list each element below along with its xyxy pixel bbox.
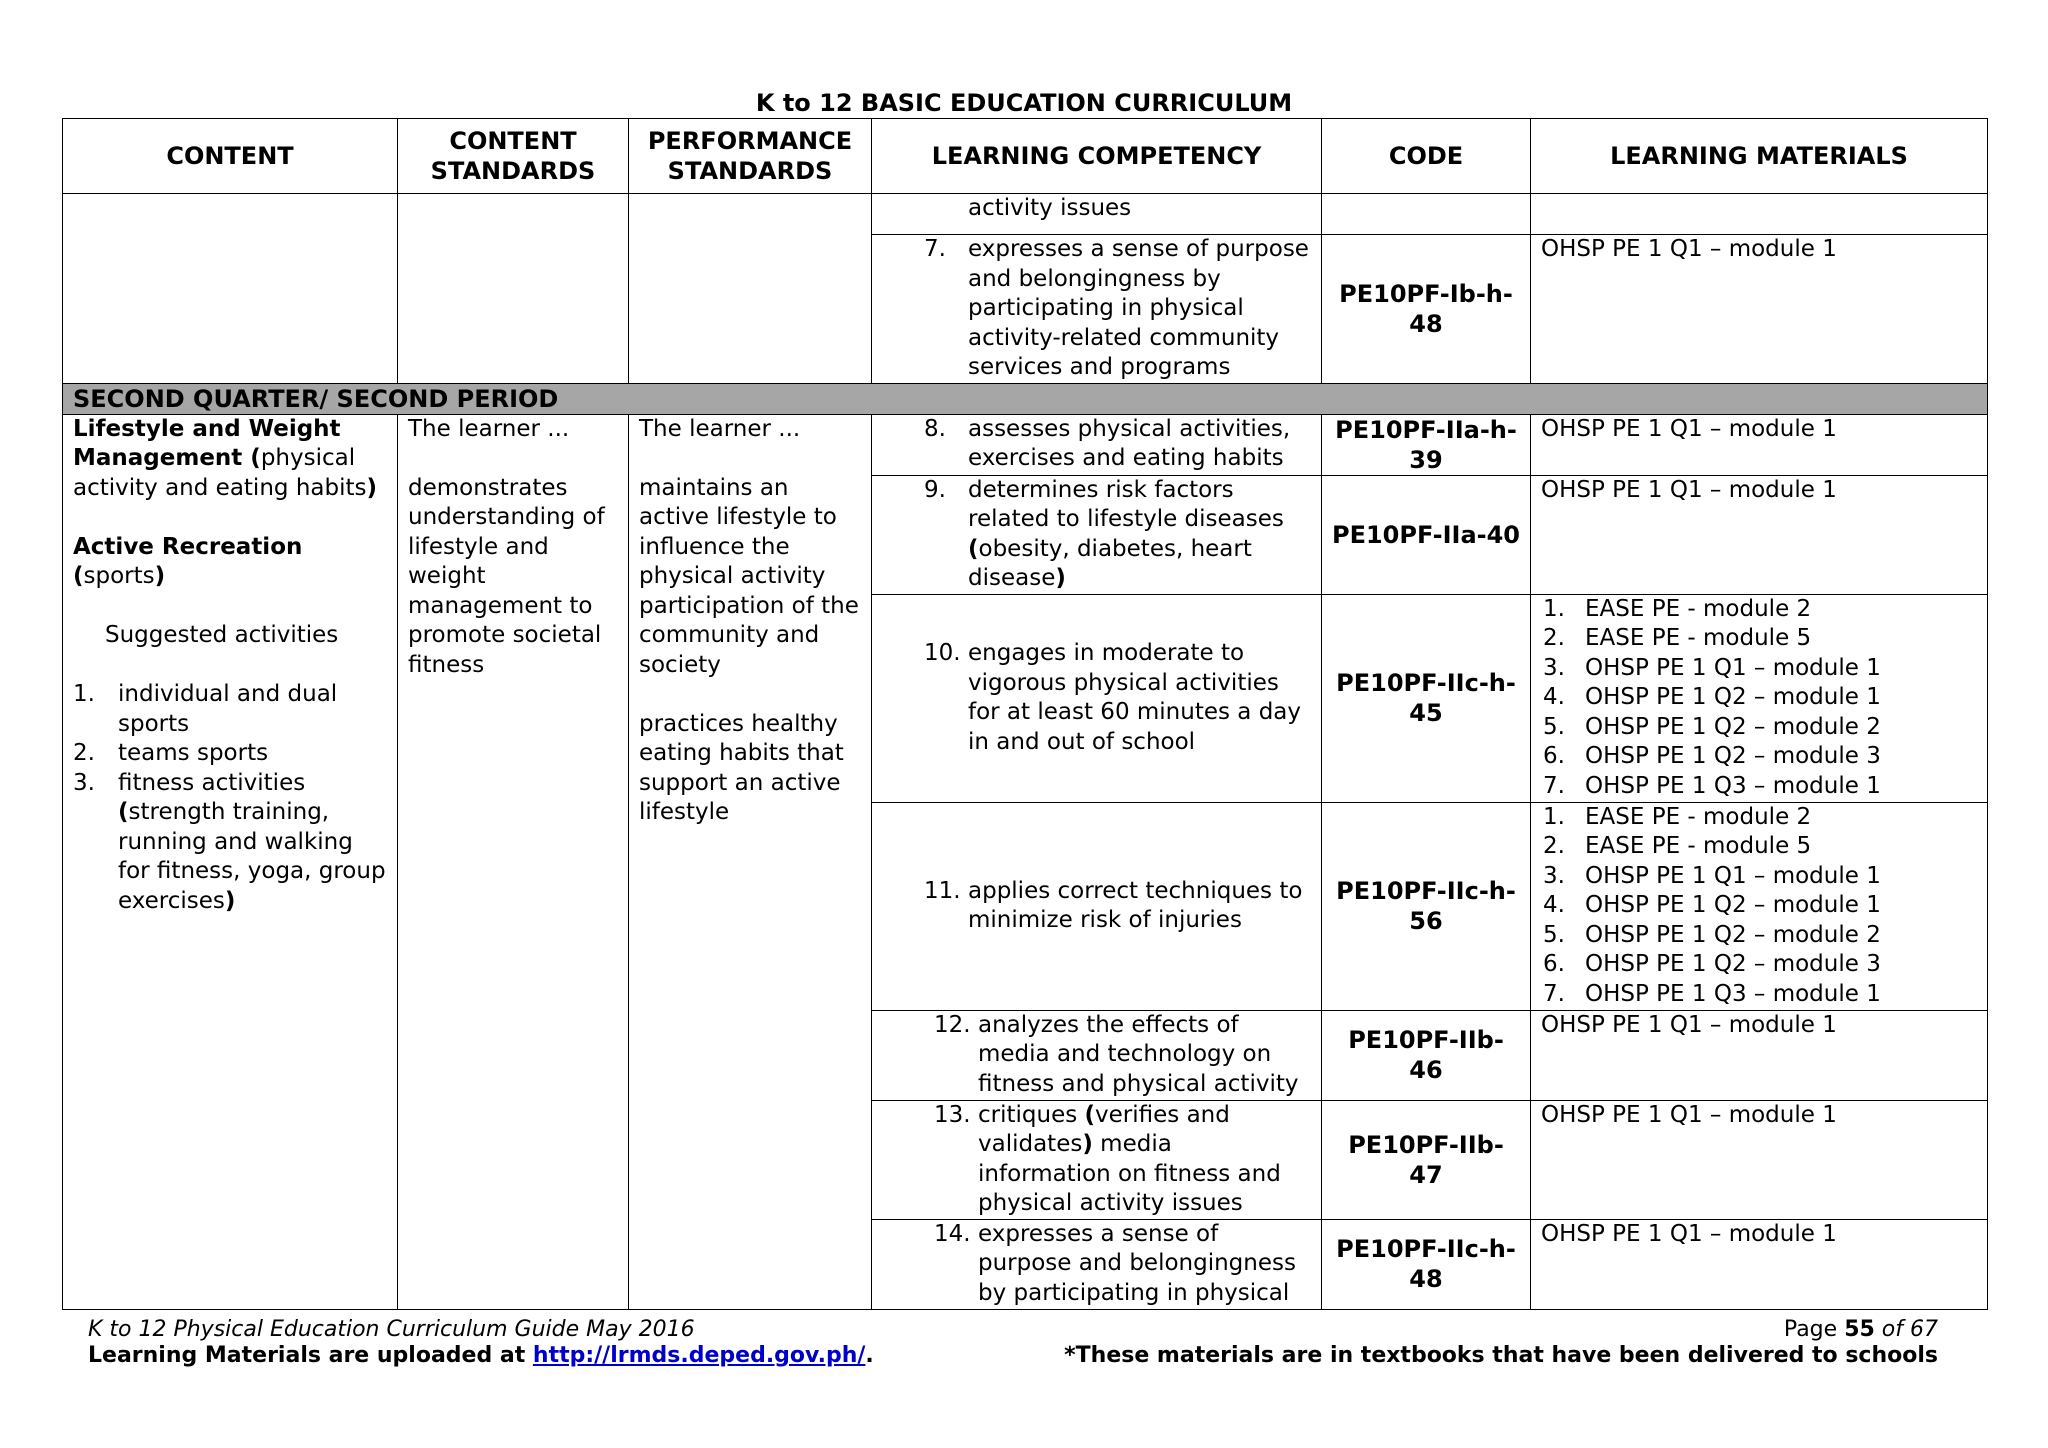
- list-item: 5. OHSP PE 1 Q2 – module 2: [1543, 921, 1881, 948]
- materials-cell: OHSP PE 1 Q1 – module 1: [1531, 1010, 1988, 1100]
- list-item: 1. EASE PE - module 2: [1543, 803, 1812, 830]
- competency-cell: 9. determines risk factors related to lifestyle diseases (obesity, diabetes, heart disease): [872, 475, 1322, 594]
- content-cell: [63, 414, 398, 1309]
- competency-cell: activity issues: [872, 194, 1322, 235]
- competency-cell: 13. critiques (verifies and validates) media information on fitness and physical activity issues: [872, 1100, 1322, 1219]
- list-item: 7. OHSP PE 1 Q3 – module 1: [1543, 772, 1881, 799]
- materials-cell: [1531, 594, 1988, 802]
- competency-cell: 8. assesses physical activities, exercises and eating habits: [872, 414, 1322, 475]
- textbook-note: *These materials are in textbooks that have been delivered to schools: [1064, 1343, 1938, 1368]
- list-item: 1. individual and dual sports: [73, 681, 338, 737]
- materials-cell: OHSP PE 1 Q1 – module 1: [1531, 1219, 1988, 1309]
- header-learning-competency: LEARNING COMPETENCY: [872, 119, 1322, 194]
- table-row: [63, 194, 1988, 235]
- list-item: 3. fitness activities (strength training, running and walking for fitness, yoga, group exercises): [73, 769, 386, 914]
- header-performance-standards: PERFORMANCE STANDARDS: [629, 119, 872, 194]
- list-item: 7. OHSP PE 1 Q3 – module 1: [1543, 980, 1881, 1007]
- code-cell: PE10PF-IIb-47: [1322, 1100, 1531, 1219]
- competency-cell: 7. expresses a sense of purpose and belongingness by participating in physical activity-related community services and programs: [872, 235, 1322, 384]
- code-cell: PE10PF-Ib-h-48: [1322, 235, 1531, 384]
- empty-cell: [629, 194, 872, 384]
- header-content: CONTENT: [63, 119, 398, 194]
- empty-cell: [63, 194, 398, 384]
- list-item: 3. OHSP PE 1 Q1 – module 1: [1543, 654, 1881, 681]
- materials-cell: OHSP PE 1 Q1 – module 1: [1531, 235, 1988, 384]
- materials-list: [1543, 595, 1977, 802]
- materials-cell: OHSP PE 1 Q1 – module 1: [1531, 475, 1988, 594]
- list-item: 6. OHSP PE 1 Q2 – module 3: [1543, 743, 1881, 769]
- lrmds-link[interactable]: http://lrmds.deped.gov.ph/: [532, 1343, 866, 1368]
- code-cell: PE10PF-IIc-h-45: [1322, 594, 1531, 802]
- activity-list: [73, 680, 387, 916]
- list-item: 2. EASE PE - module 5: [1543, 833, 1812, 859]
- content-standards-cell: The learner ... demonstrates understanding of lifestyle and weight management to promote societal fitness: [398, 414, 629, 1309]
- competency-cell: 10. engages in moderate to vigorous physical activities for at least 60 minutes a day in and out of school: [872, 594, 1322, 802]
- header-code: CODE: [1322, 119, 1531, 194]
- list-item: 4. OHSP PE 1 Q2 – module 1: [1543, 892, 1881, 918]
- content-topic-1: Lifestyle and Weight Management (physical activity and eating habits): [73, 415, 377, 501]
- materials-cell: OHSP PE 1 Q1 – module 1: [1531, 1100, 1988, 1219]
- list-item: 2. teams sports: [73, 740, 269, 766]
- materials-cell: OHSP PE 1 Q1 – module 1: [1531, 414, 1988, 475]
- table-row: [63, 414, 1988, 475]
- header-learning-materials: LEARNING MATERIALS: [1531, 119, 1988, 194]
- list-item: 2. EASE PE - module 5: [1543, 625, 1812, 651]
- materials-cell: [1531, 802, 1988, 1010]
- materials-list: [1543, 803, 1977, 1010]
- list-item: 1. EASE PE - module 2: [1543, 595, 1812, 622]
- competency-cell: 14. expresses a sense of purpose and belongingness by participating in physical: [872, 1219, 1322, 1309]
- code-cell: PE10PF-IIa-40: [1322, 475, 1531, 594]
- footer-line-2: Learning Materials are uploaded at http://lrmds.deped.gov.ph/. *These materials are in textbooks that have been delivered to schools: [88, 1343, 1938, 1368]
- section-label: SECOND QUARTER/ SECOND PERIOD: [63, 383, 1988, 414]
- list-item: 4. OHSP PE 1 Q2 – module 1: [1543, 684, 1881, 710]
- header-content-standards: CONTENT STANDARDS: [398, 119, 629, 194]
- page-title: K to 12 BASIC EDUCATION CURRICULUM: [755, 89, 1293, 117]
- materials-cell: [1531, 194, 1988, 235]
- header-row: [63, 119, 1988, 194]
- code-cell: [1322, 194, 1531, 235]
- footer-line-1: [88, 1316, 1938, 1344]
- code-cell: PE10PF-IIb-46: [1322, 1010, 1531, 1100]
- code-cell: PE10PF-IIc-h-48: [1322, 1219, 1531, 1309]
- list-item: 5. OHSP PE 1 Q2 – module 2: [1543, 713, 1881, 740]
- code-cell: PE10PF-IIc-h-56: [1322, 802, 1531, 1010]
- curriculum-table: [62, 118, 1988, 1310]
- empty-cell: [398, 194, 629, 384]
- performance-standards-cell: The learner ... maintains an active lifestyle to influence the physical activity participation of the community and society practices healthy eating habits that support an active lifestyle: [629, 414, 872, 1309]
- competency-cell: 12. analyzes the effects of media and technology on fitness and physical activity: [872, 1010, 1322, 1100]
- content-topic-2: Active Recreation (sports): [73, 533, 303, 589]
- guide-label: K to 12 Physical Education Curriculum Guide May 2016: [88, 1317, 695, 1342]
- section-row: [63, 383, 1988, 414]
- code-cell: PE10PF-IIa-h-39: [1322, 414, 1531, 475]
- list-item: 3. OHSP PE 1 Q1 – module 1: [1543, 862, 1881, 889]
- list-item: 6. OHSP PE 1 Q2 – module 3: [1543, 951, 1881, 977]
- suggested-label: Suggested activities: [105, 622, 339, 648]
- page-number: Page 55 of 67: [1783, 1317, 1938, 1342]
- competency-cell: 11. applies correct techniques to minimize risk of injuries: [872, 802, 1322, 1010]
